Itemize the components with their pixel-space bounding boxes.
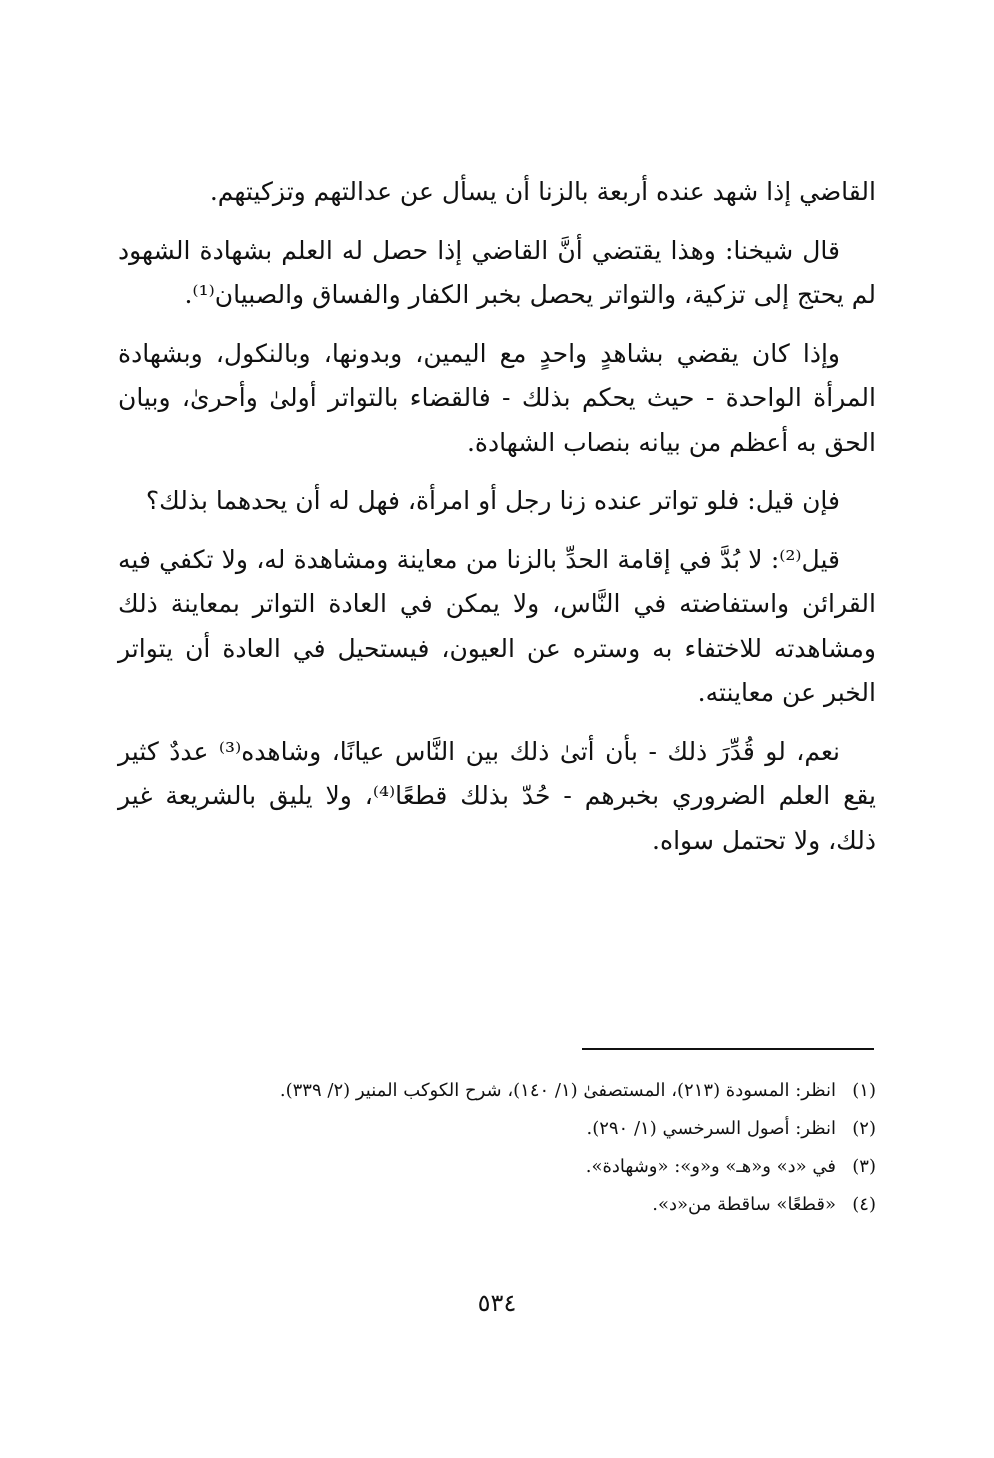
paragraph: نعم، لو قُدِّرَ ذلك - بأن أتىٰ ذلك بين النَّاس عيانًا، وشاهده⁽³⁾ عددٌ كثير يقع العلم الضروري بخبرهم - حُدّ بذلك قطعًا⁽⁴⁾، ولا يليق بالشريعة غير ذلك، ولا تحتمل سواه.: [118, 736, 876, 855]
footnote-number: (١): [852, 1080, 876, 1101]
paragraph: قال شيخنا: وهذا يقتضي أنَّ القاضي إذا حصل له العلم بشهادة الشهود لم يحتج إلى تزكية، والتواتر يحصل بخبر الكفار والفساق والصبيان⁽¹⁾.: [118, 235, 876, 309]
footnote-number: (٢): [852, 1118, 876, 1139]
footnote-number: (٣): [852, 1156, 876, 1177]
footnote-text: انظر: أصول السرخسي (١/ ٢٩٠).: [586, 1118, 836, 1139]
main-text: [118, 170, 876, 877]
footnote: [118, 1150, 876, 1184]
footnote: [118, 1188, 876, 1222]
page-number: ٥٣٤: [477, 1289, 517, 1317]
footnotes: [118, 1074, 876, 1226]
footnote-text: في «د» و«هـ» و«و»: «وشهادة».: [585, 1156, 836, 1177]
footnote-text: «قطعًا» ساقطة من«د».: [652, 1194, 836, 1215]
footnote-text: انظر: المسودة (٢١٣)، المستصفىٰ (١/ ١٤٠)، شرح الكوكب المنير (٢/ ٣٣٩).: [279, 1080, 836, 1101]
paragraph: فإن قيل: فلو تواتر عنده زنا رجل أو امرأة، فهل له أن يحدهما بذلك؟: [145, 486, 840, 515]
footnote-number: (٤): [852, 1194, 876, 1215]
paragraph: قيل⁽²⁾: لا بُدَّ في إقامة الحدِّ بالزنا من معاينة ومشاهدة له، ولا تكفي فيه القرائن واستفاضته في النَّاس، ولا يمكن في العادة التواتر بمعاينة ذلك ومشاهدته للاختفاء به وستره عن العيون، فيستحيل في العادة أن يتواتر الخبر عن معاينته.: [118, 544, 876, 707]
paragraph: وإذا كان يقضي بشاهدٍ واحدٍ مع اليمين، وبدونها، وبالنكول، وبشهادة المرأة الواحدة - حيث يحكم بذلك - فالقضاء بالتواتر أولىٰ وأحرىٰ، وبيان الحق به أعظم من بيانه بنصاب الشهادة.: [118, 338, 876, 457]
footnote-divider: [582, 1048, 874, 1050]
footnote: [118, 1074, 876, 1108]
paragraph-continuation: القاضي إذا شهد عنده أربعة بالزنا أن يسأل عن عدالتهم وتزكيتهم.: [209, 177, 876, 206]
footnote: [118, 1112, 876, 1146]
